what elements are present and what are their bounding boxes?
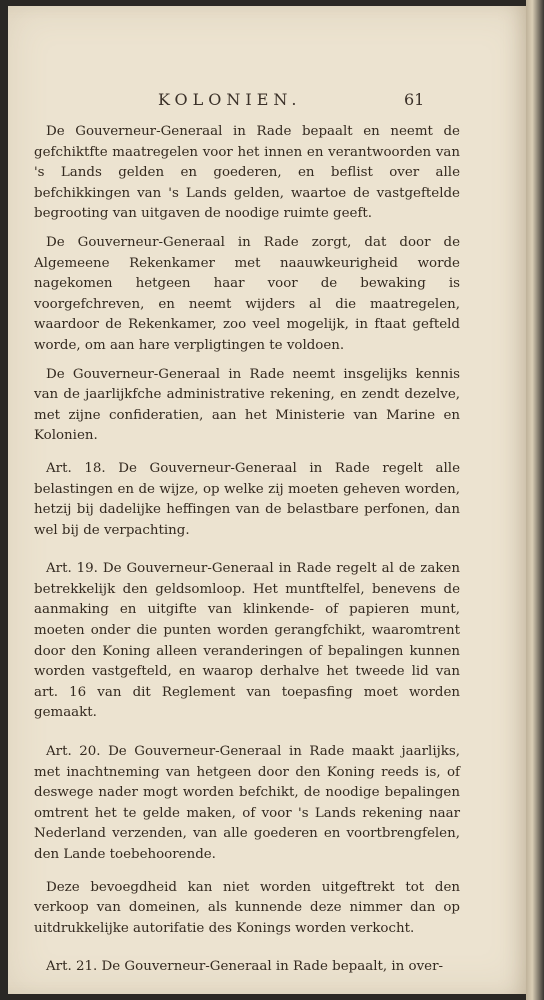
paragraph-article-18: Art. 18. De Gouverneur-Generaal in Rade regelt alle belastingen en de wijze, op welke zij moeten geheven worden, hetzij bij dadelijke heffingen van de belastbare perfonen, dan wel bij de verpachting.	[34, 460, 460, 538]
paragraph: De Gouverneur-Generaal in Rade neemt insgelijks kennis van de jaarlijkfche administrative rekening, en zendt dezelve, met zijne confideratien, aan het Ministerie van Marine en Kolonien.	[34, 366, 460, 444]
paragraph: Deze bevoegdheid kan niet worden uitgeftrekt tot den verkoop van domeinen, als kunnende deze nimmer dan op uitdrukkelijke autorifatie des Konings worden verkocht.	[34, 879, 460, 936]
page-edge	[526, 0, 544, 1000]
paragraph-article-21: Art. 21. De Gouverneur-Generaal in Rade bepaalt, in over-	[46, 959, 444, 975]
paragraph-article-19: Art. 19. De Gouverneur-Generaal in Rade regelt al de zaken betrekkelijk den geldsomloop. Het muntftelfel, benevens de aanmaking en uitgifte van klinkende- of papieren munt, moeten onder die punten worden gerangfchikt, waaromtrent door den Koning alleen veranderingen of bepalingen kunnen worden vastgefteld, en waarop derhalve het tweede lid van art. 16 van dit Reglement van toepasfing moet worden gemaakt.	[34, 561, 460, 721]
paragraph: De Gouverneur-Generaal in Rade zorgt, dat door de Algemeene Rekenkamer met naauwkeurigheid worde nagekomen hetgeen haar voor de bewaking is voorgefchreven, en neemt wijders al die maatregelen, waardoor de Rekenkamer, zoo veel mogelijk, in ftaat gefteld worde, om aan hare verpligtingen te voldoen.	[34, 234, 460, 353]
paragraph: De Gouverneur-Generaal in Rade bepaalt en neemt de gefchiktfte maatregelen voor het innen en verantwoorden van 's Lands gelden en goederen, en beflist over alle befchikkingen van 's Lands gelden, waartoe de vastgeftelde begrooting van uitgaven de noodige ruimte geeft.	[34, 124, 460, 222]
running-title: KOLONIEN.	[158, 90, 302, 109]
paragraph-article-20: Art. 20. De Gouverneur-Generaal in Rade maakt jaarlijks, met inachtneming van hetgeen door den Koning reeds is, of deswege nader mogt worden befchikt, de noodige bepalingen omtrent het te gelde maken, of voor 's Lands rekening naar Nederland verzenden, van alle goederen en voortbrengfelen, den Lande toebehoorende.	[34, 744, 460, 862]
body-text	[34, 122, 460, 978]
book-page	[8, 6, 530, 994]
page-header	[8, 90, 530, 114]
page-number: 61	[404, 90, 425, 109]
